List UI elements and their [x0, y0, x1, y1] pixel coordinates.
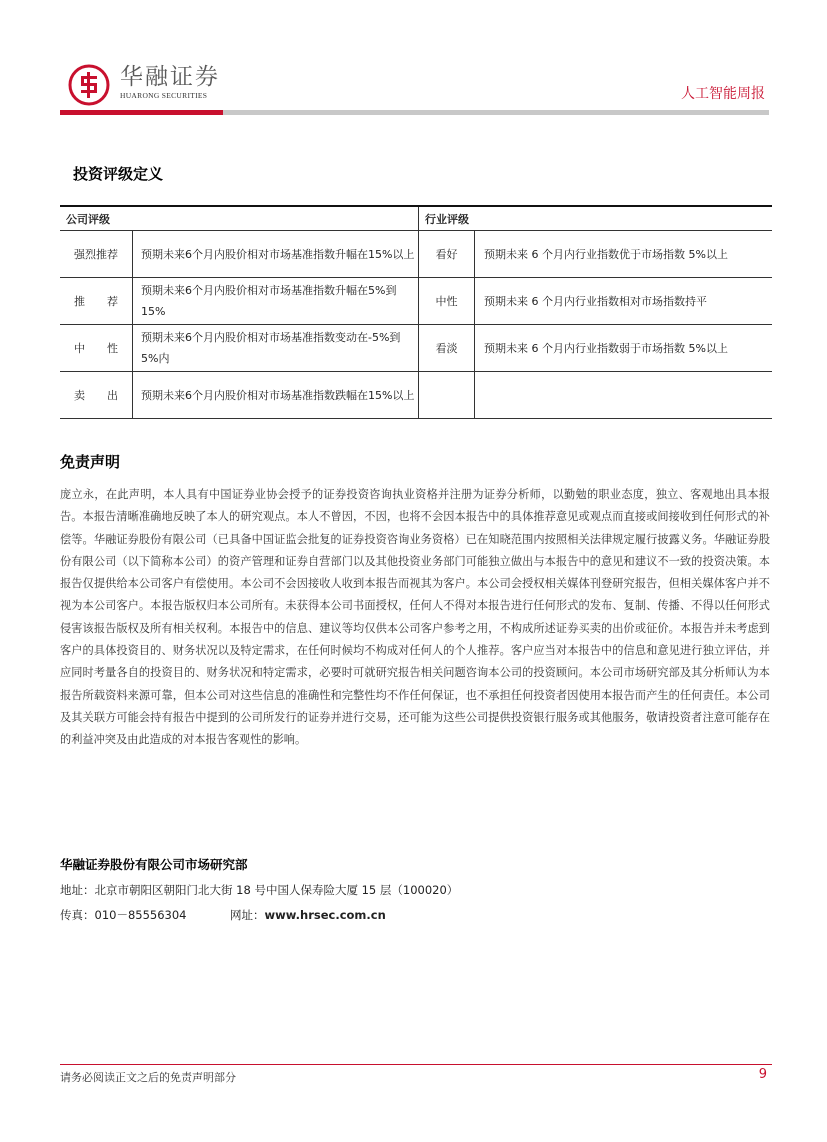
footer-rule — [60, 1064, 772, 1065]
table-row — [60, 372, 772, 419]
company-rating-name: 中 性 — [60, 325, 133, 372]
company-rating-name: 卖 出 — [60, 372, 133, 419]
company-rating-name: 强烈推荐 — [60, 231, 133, 278]
web-label: 网址： — [230, 908, 265, 922]
research-dept-name: 华融证券股份有限公司市场研究部 — [60, 857, 248, 872]
header-rule-accent — [60, 110, 223, 115]
brand-name-cn: 华融证券 — [120, 64, 220, 90]
huarong-logo-icon — [68, 64, 110, 106]
industry-rating-name: 看淡 — [419, 325, 475, 372]
brand-block — [120, 64, 220, 100]
company-rating-name: 推 荐 — [60, 278, 133, 325]
fax-label: 传真： — [60, 908, 95, 922]
address-line: 地址：北京市朝阳区朝阳门北大街 18 号中国人保寿险大厦 15 层（100020） — [60, 883, 459, 897]
company-rating-header: 公司评级 — [60, 206, 419, 231]
brand-name-en: HUARONG SECURITIES — [120, 91, 208, 100]
industry-rating-desc: 预期未来 6 个月内行业指数相对市场指数持平 — [475, 278, 773, 325]
fax-number: 010－85556304 — [94, 908, 187, 922]
rating-section-title: 投资评级定义 — [73, 165, 164, 183]
industry-rating-name — [419, 372, 475, 419]
company-rating-desc: 预期未来6个月内股价相对市场基准指数跌幅在15%以上 — [133, 372, 419, 419]
industry-rating-name: 中性 — [419, 278, 475, 325]
company-rating-desc: 预期未来6个月内股价相对市场基准指数升幅在15%以上 — [133, 231, 419, 278]
website-link[interactable]: www.hrsec.com.cn — [264, 908, 386, 922]
disclaimer-body: 庞立永，在此声明，本人具有中国证券业协会授予的证券投资咨询执业资格并注册为证券分析师，以勤勉的职业态度，独立、客观地出具本报告。本报告清晰准确地反映了本人的研究观点。本人不曾因，不因，也将不会因本报告中的具体推荐意见或观点而直接或间接收到任何形式的补偿等。华融证券股份有限公司（已具备中国证监会批复的证券投资咨询业务资格）已在知晓范围内按照相关法律规定履行披露义务。华融证券股份有限公司（以下简称本公司）的资产管理和证券自营部门以及其他投资业务部门可能独立做出与本报告中的意见和建议不一致的投资决策。本报告仅提供给本公司客户有偿使用。本公司不会因接收人收到本报告而视其为客户。本公司会授权相关媒体刊登研究报告，但相关媒体客户并不视为本公司客户。本报告版权归本公司所有。未获得本公司书面授权，任何人不得对本报告进行任何形式的发布、复制、传播、不得以任何形式侵害该报告版权及所有相关权利。本报告中的信息、建议等均仅供本公司客户参考之用，不构成所述证券买卖的出价或征价。本报告并未考虑到客户的具体投资目的、财务状况以及特定需求，在任何时候均不构成对任何人的个人推荐。客户应当对本报告中的信息和意见进行独立评估，并应同时考量各自的投资目的、财务状况和特定需求，必要时可就研究报告相关问题咨询本公司的投资顾问。本公司市场研究部及其分析师认为本报告所载资料来源可靠，但本公司对这些信息的准确性和完整性均不作任何保证，也不承担任何投资者因使用本报告而产生的任何责任。本公司及其关联方可能会持有报告中提到的公司所发行的证券并进行交易，还可能为这些公司提供投资银行服务或其他服务，敬请投资者注意可能存在的利益冲突及由此造成的对本报告客观性的影响。 — [60, 488, 770, 747]
industry-rating-desc: 预期未来 6 个月内行业指数优于市场指数 5%以上 — [475, 231, 773, 278]
table-row — [60, 278, 772, 325]
page-number: 9 — [758, 1067, 767, 1082]
company-rating-desc: 预期未来6个月内股价相对市场基准指数变动在-5%到 5%内 — [133, 325, 419, 372]
contact-block — [60, 855, 458, 928]
disclaimer-title: 免责声明 — [60, 453, 121, 471]
table-row — [60, 231, 772, 278]
fax-web-line — [60, 903, 458, 928]
industry-rating-name: 看好 — [419, 231, 475, 278]
header-rule — [223, 110, 769, 115]
footer-note: 请务必阅读正文之后的免责声明部分 — [60, 1071, 236, 1084]
rating-table — [60, 205, 772, 419]
industry-rating-desc: 预期未来 6 个月内行业指数弱于市场指数 5%以上 — [475, 325, 773, 372]
rating-table-header — [60, 206, 772, 231]
website — [230, 903, 386, 928]
industry-rating-desc — [475, 372, 773, 419]
report-title: 人工智能周报 — [681, 86, 765, 102]
company-rating-desc: 预期未来6个月内股价相对市场基准指数升幅在5%到 15% — [133, 278, 419, 325]
industry-rating-header: 行业评级 — [419, 206, 773, 231]
table-row — [60, 325, 772, 372]
